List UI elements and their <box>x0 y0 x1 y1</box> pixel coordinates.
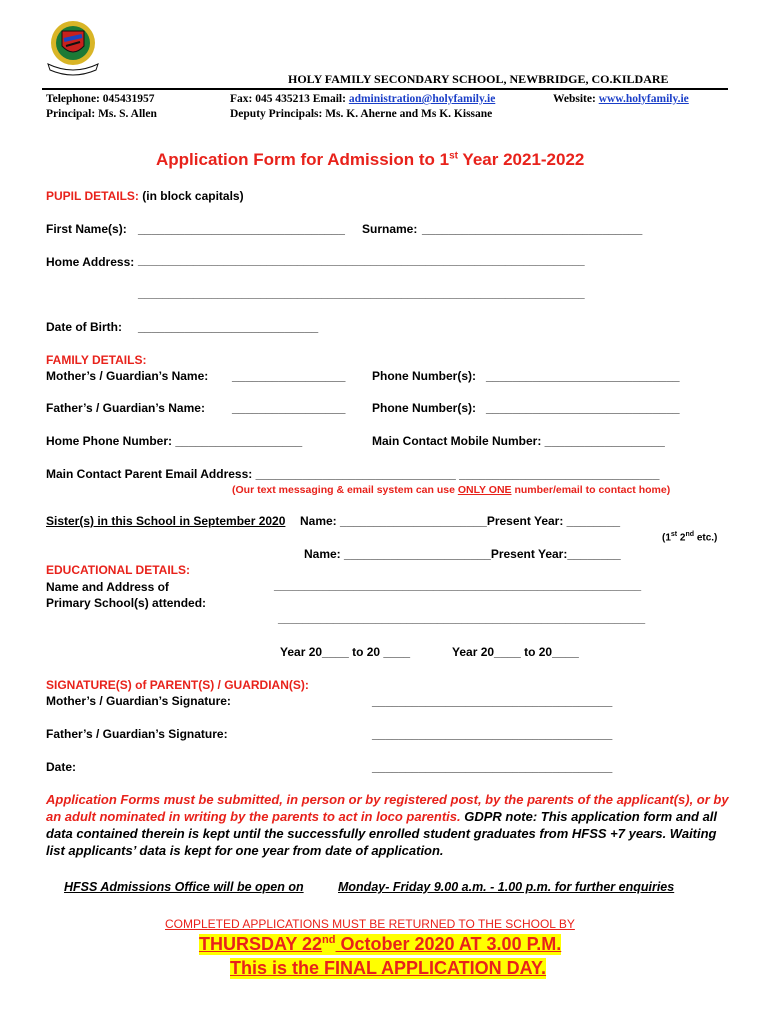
gdpr-note: GDPR note: This application form and all data contained therein is kept until the successfully enrolled student graduates from HFSS +7 years. Waiting list applicants’ data is kept for one year from date of application. <box>46 809 718 858</box>
educational-details-heading: EDUCATIONAL DETAILS: <box>46 563 190 577</box>
principal: Principal: Ms. S. Allen <box>46 108 157 120</box>
mobile-field[interactable]: Main Contact Mobile Number: __________________ <box>372 434 665 448</box>
deputy-principals: Deputy Principals: Ms. K. Aherne and Ms K. Kissane <box>230 108 493 120</box>
form-title <box>156 150 584 170</box>
father-signature-field[interactable]: ____________________________________ <box>372 727 613 741</box>
parent-email-field[interactable]: Main Contact Parent Email Address: ______________________________ ______________________________ <box>46 467 660 481</box>
school-name: HOLY FAMILY SECONDARY SCHOOL, NEWBRIDGE, CO.KILDARE <box>288 72 669 86</box>
website <box>553 93 689 105</box>
home-address-field-1[interactable]: _________________________________________________________________________ <box>138 255 585 267</box>
fax-email-prefix: Fax: 045 435213 Email: <box>230 93 349 105</box>
dob-label: Date of Birth: <box>46 320 122 334</box>
form-title-sup: st <box>449 150 459 162</box>
primary-school-label-1: Name and Address of <box>46 580 169 594</box>
primary-school-label-2: Primary School(s) attended: <box>46 596 207 610</box>
pupil-heading-label: PUPIL DETAILS: <box>46 189 139 203</box>
header-rule <box>42 88 728 90</box>
first-names-label: First Name(s): <box>46 222 127 236</box>
home-address-label: Home Address: <box>46 255 135 269</box>
deadline-line-1: COMPLETED APPLICATIONS MUST BE RETURNED TO THE SCHOOL BY <box>165 917 575 931</box>
form-title-text: Application Form for Admission to 1 <box>156 150 450 169</box>
father-signature-label: Father’s / Guardian’s Signature: <box>46 727 228 741</box>
mother-signature-label: Mother’s / Guardian’s Signature: <box>46 694 231 708</box>
deadline-date-pre: THURSDAY 22 <box>199 934 323 954</box>
surname-label: Surname: <box>362 222 418 236</box>
final-application-day: This is the FINAL APPLICATION DAY. <box>230 958 547 978</box>
date-field[interactable]: ____________________________________ <box>372 760 613 774</box>
school-crest <box>42 16 104 78</box>
deadline-date-sup: nd <box>322 934 336 946</box>
deadline-date <box>199 934 561 955</box>
office-hours <box>338 880 674 894</box>
submission-notice <box>46 791 736 859</box>
year-hint-mid: 2 <box>677 532 686 544</box>
mother-phone-label: Phone Number(s): <box>372 369 477 383</box>
sisters-label: Sister(s) in this School in September 2020 <box>46 514 286 528</box>
submission-notice-text: Application Forms must be submitted, in person or by registered post, by the parents of the applicant(s), or by an adult nominated in writing by the parents to act in loco parentis. <box>46 792 729 824</box>
pupil-heading-note: (in block capitals) <box>138 189 244 203</box>
home-phone-field[interactable]: Home Phone Number: ___________________ <box>46 434 303 448</box>
year-hint-pre: (1 <box>662 532 671 544</box>
family-details-heading: FAMILY DETAILS: <box>46 353 147 367</box>
year-hint-post: etc.) <box>694 532 718 544</box>
form-title-year: Year 2021-2022 <box>458 150 585 169</box>
dob-field[interactable]: ___________________________ <box>138 320 319 334</box>
mother-signature-field[interactable]: ____________________________________ <box>372 694 613 708</box>
year-hint-sup2: nd <box>685 531 695 538</box>
year-hint <box>662 531 717 543</box>
signatures-heading: SIGNATURE(S) of PARENT(S) / GUARDIAN(S): <box>46 678 309 692</box>
telephone: Telephone: 045431957 <box>46 93 155 105</box>
sister-row-1[interactable]: Name: ______________________Present Year: ________ <box>300 514 621 528</box>
home-address-field-2[interactable]: _________________________________________________________________________ <box>138 288 585 300</box>
date-label: Date: <box>46 760 77 774</box>
father-phone-label: Phone Number(s): <box>372 401 477 415</box>
fax-email <box>230 93 495 105</box>
primary-school-field-1[interactable]: ____________________________________________________________ <box>274 580 642 592</box>
contact-note-post: number/email to contact home) <box>511 484 671 496</box>
mother-name-field[interactable]: _________________ <box>232 369 346 383</box>
contact-note-only-one: ONLY ONE <box>457 484 512 496</box>
pupil-details-heading <box>46 189 244 203</box>
mother-name-label: Mother’s / Guardian’s Name: <box>46 369 209 383</box>
website-link[interactable]: www.holyfamily.ie <box>598 93 689 105</box>
office-hours-label <box>64 880 304 894</box>
first-names-field[interactable]: _______________________________ <box>138 222 345 236</box>
year-hint-sup1: st <box>670 531 678 538</box>
website-prefix: Website: <box>553 93 599 105</box>
contact-note <box>232 484 670 496</box>
surname-field[interactable]: _________________________________ <box>422 222 643 236</box>
father-phone-field[interactable]: _____________________________ <box>486 401 680 415</box>
school-year-range-2[interactable]: Year 20____ to 20____ <box>452 645 579 659</box>
office-hours-label-text: HFSS Admissions Office will be open on <box>64 880 304 894</box>
school-year-range-1[interactable]: Year 20____ to 20 ____ <box>280 645 411 659</box>
office-hours-text: Monday- Friday 9.00 a.m. - 1.00 p.m. for further enquiries <box>338 880 675 894</box>
mother-phone-field[interactable]: _____________________________ <box>486 369 680 383</box>
sister-row-2[interactable]: Name: ______________________Present Year:________ <box>304 547 621 561</box>
father-name-label: Father’s / Guardian’s Name: <box>46 401 205 415</box>
primary-school-field-2[interactable]: ____________________________________________________________ <box>278 613 646 625</box>
father-name-field[interactable]: _________________ <box>232 401 346 415</box>
contact-note-pre: (Our text messaging & email system can use <box>232 484 458 496</box>
deadline-date-post: October 2020 AT 3.00 P.M. <box>335 934 562 954</box>
email-link[interactable]: administration@holyfamily.ie <box>348 93 496 105</box>
